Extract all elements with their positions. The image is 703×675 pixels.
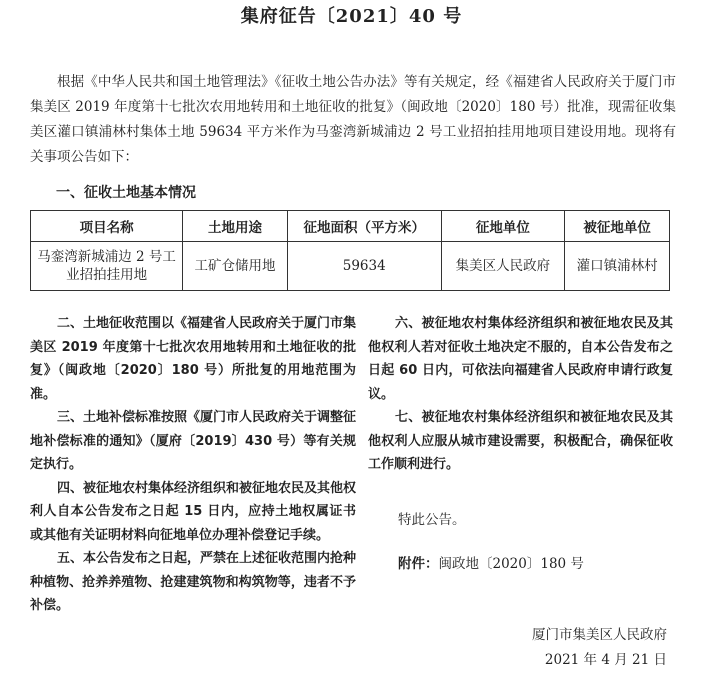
paragraph-3-compensation: 三、土地补偿标准按照《厦门市人民政府关于调整征地补偿标准的通知》（厦府〔2019〕430 号）等有关规定执行。 bbox=[30, 410, 357, 472]
cell-acquired-unit: 灌口镇浦林村 bbox=[565, 242, 670, 291]
intro-paragraph: 根据《中华人民共和国土地管理法》《征收土地公告办法》等有关规定，经《福建省人民政府关于厦门市集美区 2019 年度第十七批次农用地转用和土地征收的批复》（闽政地〔2020〕180 号）批准，现需征收集美区灌口镇浦林村集体土地 59634 平方米作为马銮湾新城浦边 2 号工业招拍挂用地项目建设用地。现将有关事项公告如下： bbox=[30, 74, 676, 165]
header-area: 征地面积（平方米） bbox=[287, 211, 441, 242]
cell-land-use: 工矿仓储用地 bbox=[183, 242, 288, 291]
paragraph-5-prohibition: 五、本公告发布之日起，严禁在上述征收范围内抢种种植物、抢养养殖物、抢建建筑物和构筑物等，违者不予补偿。 bbox=[30, 551, 357, 613]
issue-date: 2021 年 4 月 21 日 bbox=[544, 652, 667, 668]
cell-acquiring-unit: 集美区人民政府 bbox=[441, 242, 565, 291]
table-row bbox=[31, 242, 670, 291]
header-land-use: 土地用途 bbox=[183, 211, 288, 242]
notice-text: 特此公告。 bbox=[398, 512, 466, 528]
paragraph-4-registration: 四、被征地农村集体经济组织和被征地农民及其他权利人自本公告发布之日起 15 日内，应持土地权属证书或其他有关证明材料向征地单位办理补偿登记手续。 bbox=[30, 480, 357, 543]
cell-project-name: 马銮湾新城浦边 2 号工业招拍挂用地 bbox=[31, 242, 183, 291]
attachment-label: 附件： bbox=[398, 556, 439, 572]
header-acquired-unit: 被征地单位 bbox=[565, 211, 670, 242]
attachment-value: 闽政地〔2020〕180 号 bbox=[438, 556, 584, 572]
land-info-table bbox=[30, 210, 670, 291]
table-header-row bbox=[31, 211, 670, 242]
header-project-name: 项目名称 bbox=[31, 211, 183, 242]
paragraph-7-cooperation: 七、被征地农村集体经济组织和被征地农民及其他权利人应服从城市建设需要，积极配合，确保征收工作顺利进行。 bbox=[368, 410, 673, 472]
header-acquiring-unit: 征地单位 bbox=[441, 211, 565, 242]
left-column bbox=[30, 312, 356, 618]
signature-block bbox=[532, 623, 667, 673]
paragraph-6-appeal: 六、被征地农村集体经济组织和被征地农民及其他权利人若对征收土地决定不服的，自本公告发布之日起 60 日内，可依法向福建省人民政府申请行政复议。 bbox=[368, 316, 673, 402]
attachment-line bbox=[398, 552, 584, 572]
right-column bbox=[368, 312, 673, 477]
issuing-authority: 厦门市集美区人民政府 bbox=[532, 627, 667, 643]
document-title: 集府征告〔2021〕40 号 bbox=[240, 6, 463, 27]
section-heading-basic-info: 一、征收土地基本情况 bbox=[56, 185, 196, 201]
paragraph-2-scope: 二、土地征收范围以《福建省人民政府关于厦门市集美区 2019 年度第十七批次农用地转用和土地征收的批复》（闽政地〔2020〕180 号）所批复的用地范围为准。 bbox=[30, 316, 357, 402]
cell-area: 59634 bbox=[287, 242, 441, 291]
